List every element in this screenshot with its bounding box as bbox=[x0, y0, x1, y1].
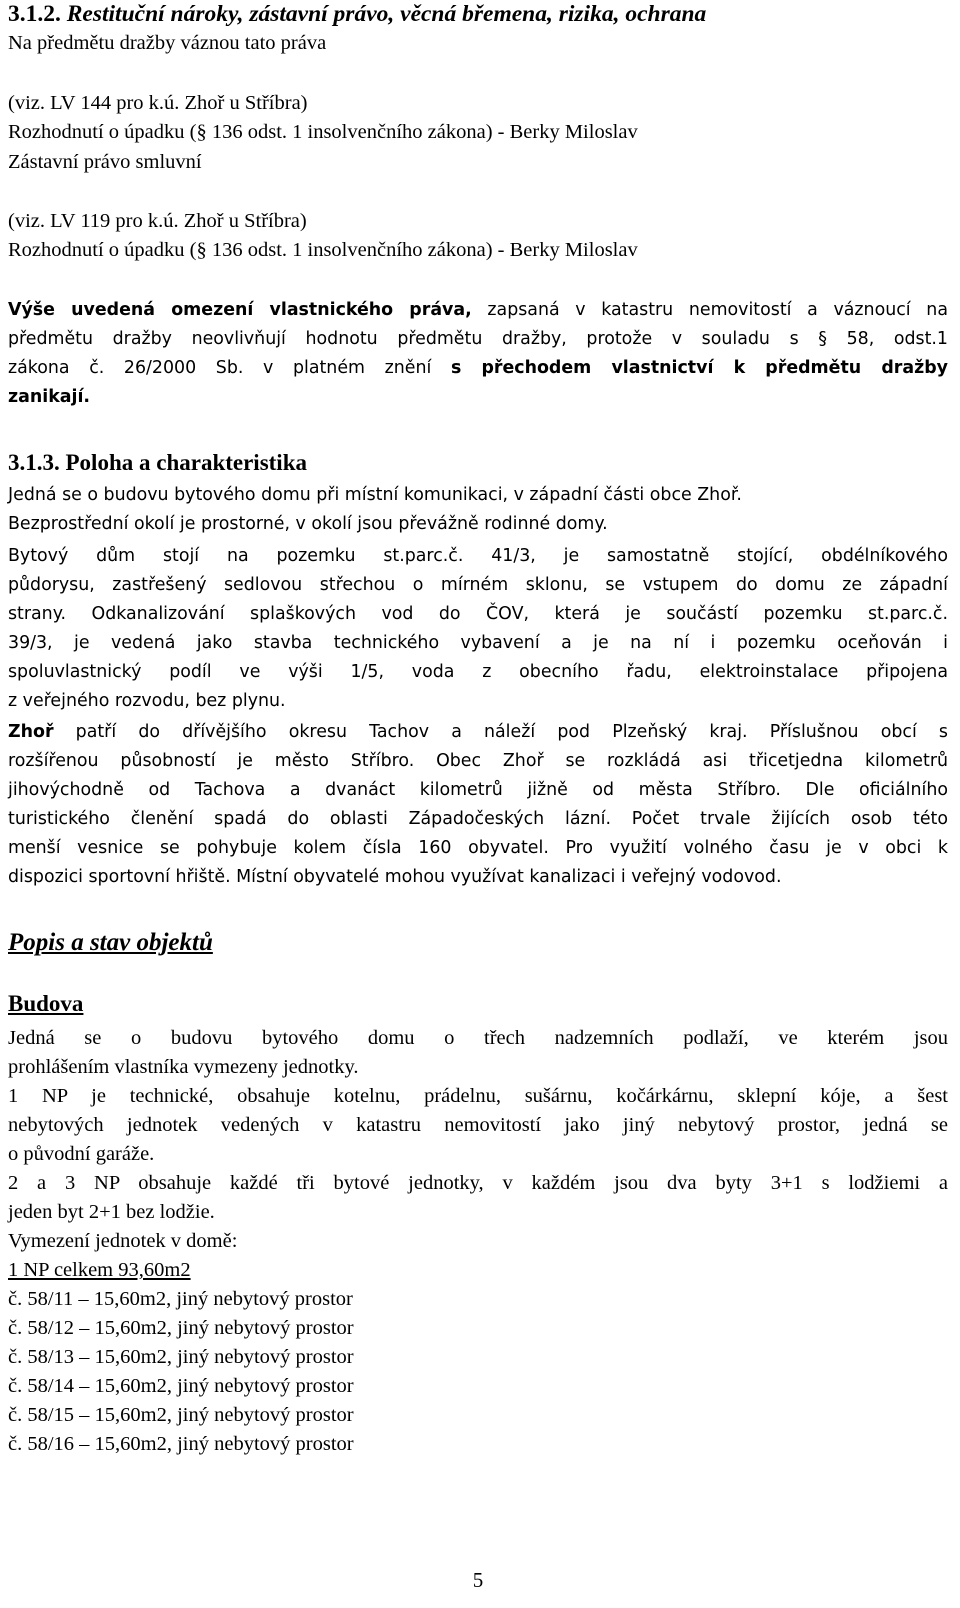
building-line-2: půdorysu, zastřešený sedlovou střechou o mírném sklonu, se vstupem do domu ze západní bbox=[8, 575, 948, 595]
unit-list-item: č. 58/13 – 15,60m2, jiný nebytový prostor bbox=[8, 1346, 354, 1368]
budova-line-7: jeden byt 2+1 bez lodžie. bbox=[8, 1201, 215, 1223]
village-line-1-rest: patří do dřívějšího okresu Tachov a náleží pod Plzeňský kraj. Příslušnou obcí s bbox=[53, 722, 948, 742]
building-line-1: Bytový dům stojí na pozemku st.parc.č. 41/3, je samostatně stojící, obdélníkového bbox=[8, 546, 948, 566]
budova-line-4: nebytových jednotek vedených v katastru nemovitostí jako jiný nebytový prostor, jedná se bbox=[8, 1114, 948, 1136]
units-intro: Vymezení jednotek v domě: bbox=[8, 1230, 238, 1252]
restrictions-bold-lead: Výše uvedená omezení vlastnického práva, bbox=[8, 300, 472, 320]
section-312-title: Restituční nároky, zástavní právo, věcná břemena, rizika, ochrana bbox=[66, 1, 707, 27]
lv-144-reference: (viz. LV 144 pro k.ú. Zhoř u Stříbra) bbox=[8, 92, 308, 114]
lv-119-reference: (viz. LV 119 pro k.ú. Zhoř u Stříbra) bbox=[8, 210, 307, 232]
unit-list-item: č. 58/12 – 15,60m2, jiný nebytový prostor bbox=[8, 1317, 354, 1339]
np1-total: 1 NP celkem 93,60m2 bbox=[8, 1259, 191, 1281]
location-paragraph bbox=[8, 481, 948, 539]
bankruptcy-decision-1: Rozhodnutí o úpadku (§ 136 odst. 1 insolvenčního zákona) - Berky Miloslav bbox=[8, 121, 638, 143]
building-subheading: Budova bbox=[8, 991, 84, 1016]
objects-description-heading: Popis a stav objektů bbox=[8, 929, 213, 956]
village-paragraph bbox=[8, 718, 948, 892]
building-line-3: strany. Odkanalizování splaškových vod do ČOV, která je součástí pozemku st.parc.č. bbox=[8, 604, 948, 624]
restrictions-line3-bold: s přechodem vlastnictví k předmětu dražby bbox=[450, 358, 948, 378]
village-line-3: jihovýchodně od Tachova a dvanáct kilometrů jižně od města Stříbro. Dle oficiálního bbox=[8, 780, 948, 800]
section-313-heading: 3.1.3. Poloha a charakteristika bbox=[8, 450, 307, 475]
budova-line-3: 1 NP je technické, obsahuje kotelnu, prádelnu, sušárnu, kočárkárnu, sklepní kóje, a šest bbox=[8, 1085, 948, 1107]
village-line-2: rozšířenou působností je město Stříbro. Obec Zhoř se rozkládá asi třicetjedna kilometrů bbox=[8, 751, 948, 771]
village-line-6: dispozici sportovní hřiště. Místní obyvatelé mohou využívat kanalizaci i veřejný vodovod. bbox=[8, 867, 782, 887]
building-line-5: spoluvlastnický podíl ve výši 1/5, voda z obecního řadu, elektroinstalace připojena bbox=[8, 662, 948, 682]
location-line-1: Jedná se o budovu bytového domu při místní komunikaci, v západní části obce Zhoř. bbox=[8, 485, 742, 505]
budova-line-6: 2 a 3 NP obsahuje každé tři bytové jednotky, v každém jsou dva byty 3+1 s lodžiemi a bbox=[8, 1172, 948, 1194]
budova-line-1: Jedná se o budovu bytového domu o třech nadzemních podlaží, ve kterém jsou bbox=[8, 1027, 948, 1049]
restrictions-line4-bold: zanikají. bbox=[8, 387, 91, 407]
restrictions-line3-pre: zákona č. 26/2000 Sb. v platném znění bbox=[8, 358, 451, 378]
building-line-4: 39/3, je vedená jako stavba technického vybavení a je na ní i pozemku oceňován i bbox=[8, 633, 948, 653]
unit-list-item: č. 58/14 – 15,60m2, jiný nebytový prostor bbox=[8, 1375, 354, 1397]
section-312-number: 3.1.2. bbox=[8, 1, 61, 27]
encumbrances-intro: Na předmětu dražby váznou tato práva bbox=[8, 32, 327, 54]
budova-line-2: prohlášením vlastníka vymezeny jednotky. bbox=[8, 1056, 359, 1078]
budova-line-5: o původní garáže. bbox=[8, 1143, 155, 1165]
contractual-lien: Zástavní právo smluvní bbox=[8, 151, 202, 173]
restrictions-line1-rest: zapsaná v katastru nemovitostí a váznoucí na bbox=[471, 300, 948, 320]
unit-list-item: č. 58/15 – 15,60m2, jiný nebytový prostor bbox=[8, 1404, 354, 1426]
restrictions-paragraph bbox=[8, 296, 948, 412]
building-paragraph bbox=[8, 542, 948, 716]
page-number: 5 bbox=[472, 1568, 484, 1592]
section-312-heading bbox=[8, 0, 706, 29]
unit-list-item: č. 58/11 – 15,60m2, jiný nebytový prostor bbox=[8, 1288, 353, 1310]
unit-list-item: č. 58/16 – 15,60m2, jiný nebytový prostor bbox=[8, 1433, 354, 1455]
village-name-bold: Zhoř bbox=[8, 722, 54, 742]
restrictions-line2: předmětu dražby neovlivňují hodnotu předmětu dražby, protože v souladu s § 58, odst.1 bbox=[8, 329, 948, 349]
village-line-5: menší vesnice se pohybuje kolem čísla 160 obyvatel. Pro využití volného času je v obci k bbox=[8, 838, 948, 858]
village-line-4: turistického členění spadá do oblasti Západočeských lázní. Počet trvale žijících osob této bbox=[8, 809, 948, 829]
bankruptcy-decision-2: Rozhodnutí o úpadku (§ 136 odst. 1 insolvenčního zákona) - Berky Miloslav bbox=[8, 239, 638, 261]
location-line-2: Bezprostřední okolí je prostorné, v okolí jsou převážně rodinné domy. bbox=[8, 514, 608, 534]
building-line-6: z veřejného rozvodu, bez plynu. bbox=[8, 691, 286, 711]
budova-paragraph bbox=[8, 1024, 948, 1459]
